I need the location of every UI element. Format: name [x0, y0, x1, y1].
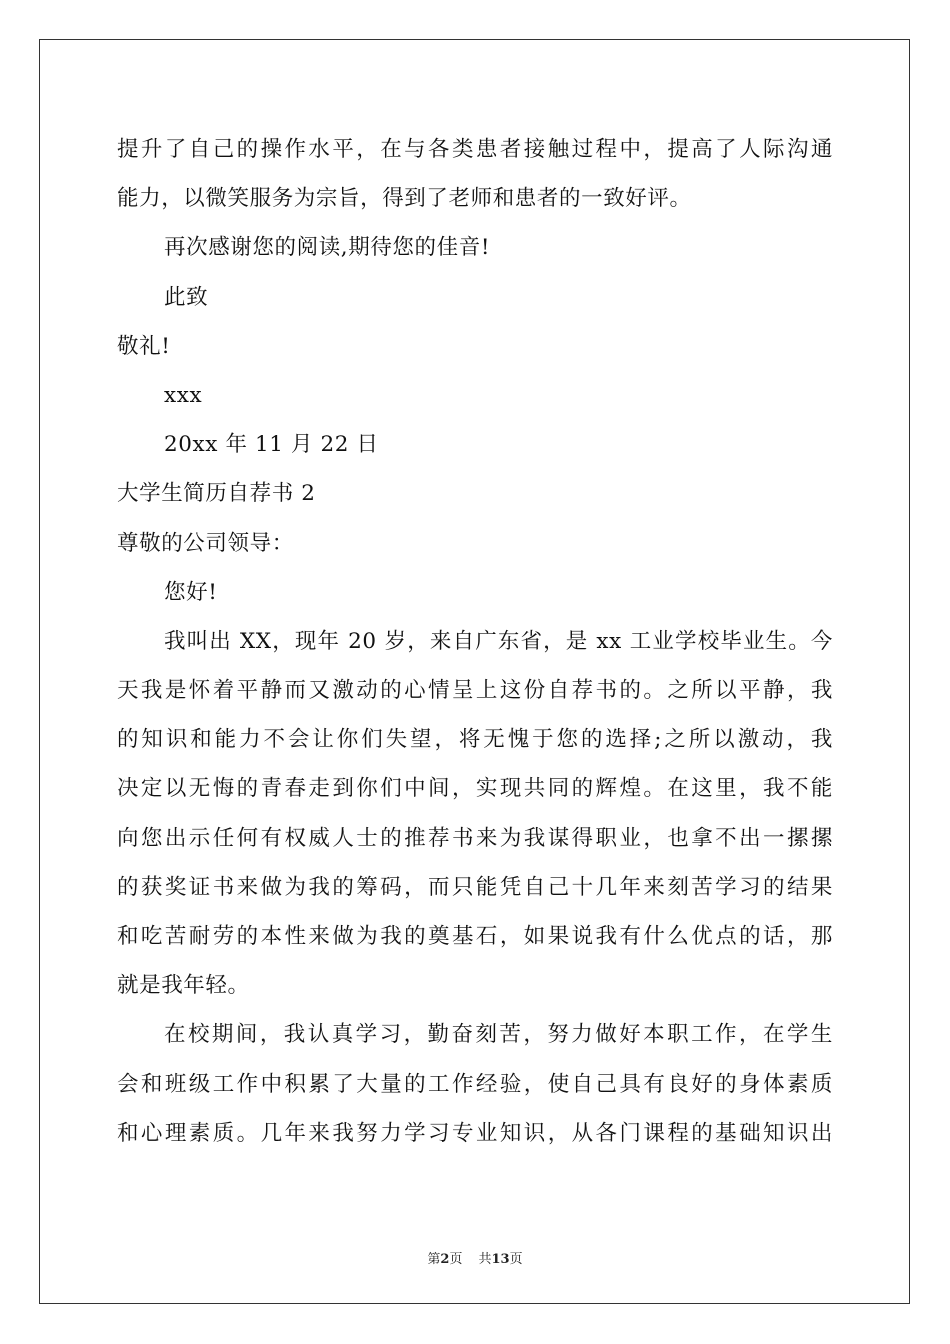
letter-hello: 您好!: [164, 579, 218, 605]
paragraph-line: 天我是怀着平静而又激动的心情呈上这份自荐书的。之所以平静，我: [117, 678, 833, 704]
paragraph-line: 我叫出 XX，现年 20 岁，来自广东省，是 xx 工业学校毕业生。今: [164, 628, 833, 654]
document-body: [117, 125, 833, 1158]
page-footer: [0, 1248, 950, 1267]
closing-regards: 敬礼!: [117, 333, 171, 359]
page-total: 13: [491, 1252, 510, 1267]
total-unit: 页: [509, 1252, 523, 1267]
paragraph-line: 和吃苦耐劳的本性来做为我的奠基石，如果说我有什么优点的话，那: [117, 924, 833, 949]
page-current: 2: [440, 1252, 450, 1267]
paragraph-line: 向您出示任何有权威人士的推荐书来为我谋得职业，也拿不出一摞摞: [117, 825, 833, 851]
paragraph-line: 就是我年轻。: [117, 973, 250, 999]
page-unit: 页: [449, 1252, 463, 1267]
paragraph-line: 在校期间，我认真学习，勤奋刻苦，努力做好本职工作，在学生: [164, 1022, 833, 1048]
total-prefix: 共: [478, 1252, 492, 1267]
paragraph-line: 决定以无悔的青春走到你们中间，实现共同的辉煌。在这里，我不能: [117, 776, 833, 802]
paragraph-line: 再次感谢您的阅读,期待您的佳音!: [164, 235, 491, 261]
paragraph-line: 会和班级工作中积累了大量的工作经验，使自己具有良好的身体素质: [117, 1071, 833, 1097]
paragraph-line: 的知识和能力不会让你们失望，将无愧于您的选择;之所以激动，我: [117, 727, 833, 753]
closing-salutation: 此致: [164, 284, 209, 310]
paragraph-line: 能力，以微笑服务为宗旨，得到了老师和患者的一致好评。: [117, 186, 692, 212]
signature-date: 20xx 年 11 月 22 日: [164, 432, 379, 458]
paragraph-line: 提升了自己的操作水平，在与各类患者接触过程中，提高了人际沟通: [117, 137, 833, 162]
section-heading: 大学生简历自荐书 2: [117, 481, 316, 507]
paragraph-line: 和心理素质。几年来我努力学习专业知识，从各门课程的基础知识出: [117, 1120, 833, 1146]
signature-name: xxx: [164, 382, 203, 408]
paragraph-line: 的获奖证书来做为我的筹码，而只能凭自己十几年来刻苦学习的结果: [117, 874, 833, 900]
letter-greeting: 尊敬的公司领导：: [117, 530, 294, 556]
page-prefix: 第: [427, 1252, 441, 1267]
